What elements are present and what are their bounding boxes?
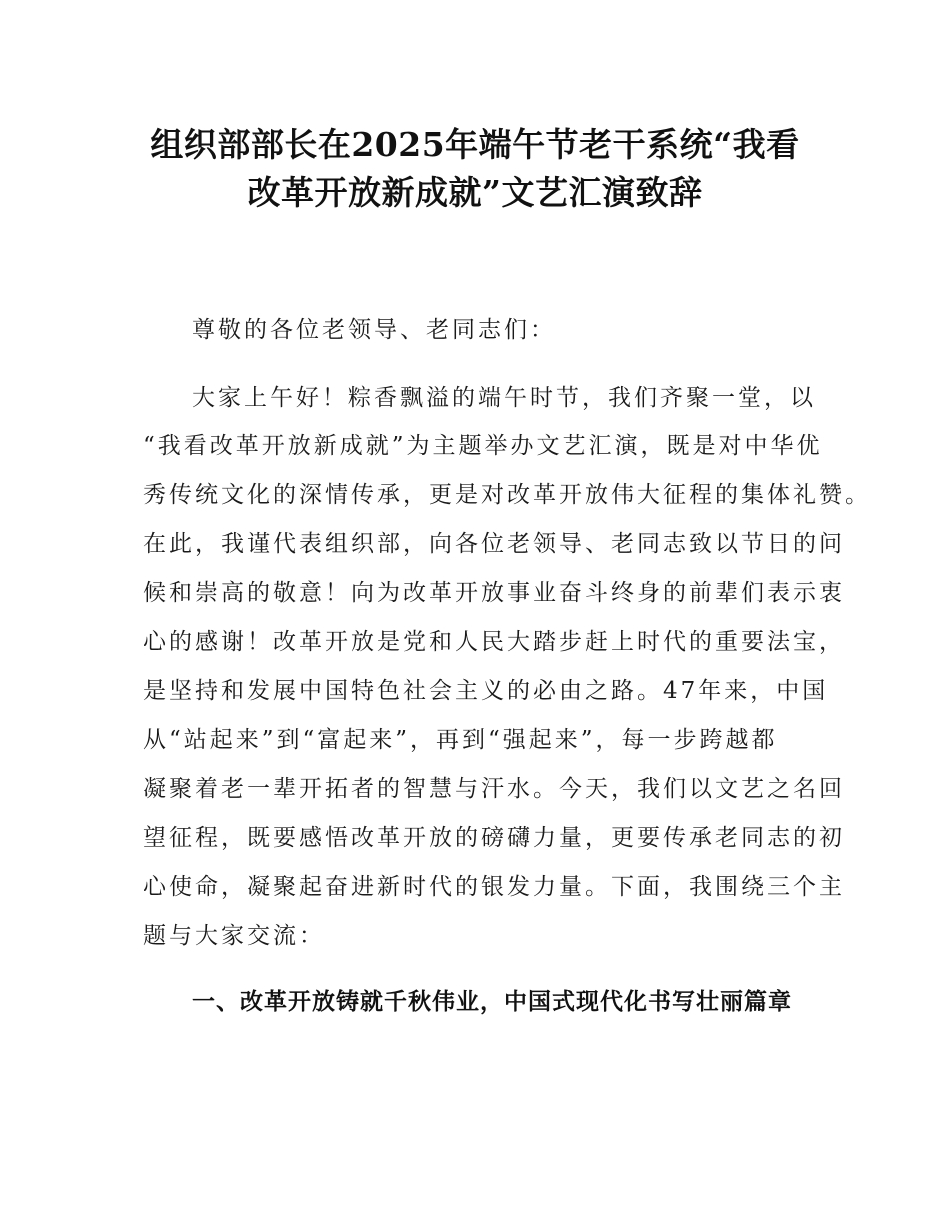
paragraph-line: “我看改革开放新成就”为主题举办文艺汇演，既是对中华优 xyxy=(143,433,823,459)
section-heading: 一、改革开放铸就千秋伟业，中国式现代化书写壮丽篇章 xyxy=(192,989,792,1015)
document-title-line-2: 改革开放新成就”文艺汇演致辞 xyxy=(247,173,703,212)
paragraph-line: 题与大家交流： xyxy=(143,923,325,949)
paragraph-line: 凝聚着老一辈开拓者的智慧与汗水。今天，我们以文艺之名回 xyxy=(143,776,845,802)
document-title-line-1: 组织部部长在2025年端午节老干系统“我看 xyxy=(150,125,800,164)
paragraph-line: 秀传统文化的深情传承，更是对改革开放伟大征程的集体礼赞。 xyxy=(143,482,871,508)
salutation: 尊敬的各位老领导、老同志们： xyxy=(192,317,556,343)
paragraph-line: 从“站起来”到“富起来”，再到“强起来”，每一步跨越都 xyxy=(143,727,778,753)
paragraph-line: 在此，我谨代表组织部，向各位老领导、老同志致以节日的问 xyxy=(143,531,845,557)
paragraph-line: 大家上午好！粽香飘溢的端午时节，我们齐聚一堂，以 xyxy=(192,385,816,411)
paragraph-line: 心的感谢！改革开放是党和人民大踏步赶上时代的重要法宝， xyxy=(143,629,845,655)
paragraph-line: 候和崇高的敬意！向为改革开放事业奋斗终身的前辈们表示衷 xyxy=(143,580,845,606)
paragraph-line: 望征程，既要感悟改革开放的磅礴力量，更要传承老同志的初 xyxy=(143,825,845,851)
paragraph-line: 是坚持和发展中国特色社会主义的必由之路。47年来，中国 xyxy=(143,678,829,704)
paragraph-line: 心使命，凝聚起奋进新时代的银发力量。下面，我围绕三个主 xyxy=(143,874,845,900)
